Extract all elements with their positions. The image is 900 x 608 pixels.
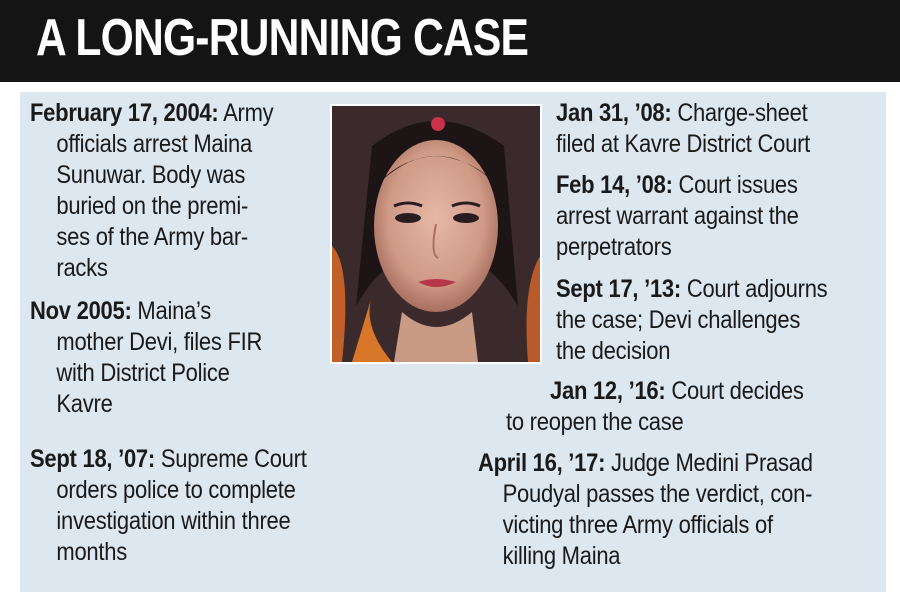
timeline-entry xyxy=(556,98,845,160)
portrait-photo xyxy=(330,104,542,364)
entry-text: buried on the premi- xyxy=(56,192,249,220)
entry-date: Nov 2005: xyxy=(30,297,132,325)
entry-text: investigation within three xyxy=(56,507,291,535)
entry-text: to reopen the case xyxy=(506,408,684,436)
entry-text: officials arrest Maina xyxy=(56,130,252,158)
entry-text: orders police to complete xyxy=(56,476,296,504)
entry-text: Court decides xyxy=(671,377,804,405)
timeline-entry xyxy=(30,296,294,420)
entry-text: Judge Medini Prasad xyxy=(611,449,813,477)
entry-text: Court issues xyxy=(678,171,798,199)
entry-text: Poudyal passes the verdict, con- xyxy=(502,480,813,508)
timeline-entry xyxy=(30,444,344,568)
entry-date: Jan 31, ’08: xyxy=(556,99,672,127)
entry-text: the case; Devi challenges xyxy=(556,306,801,334)
entry-text: Kavre xyxy=(56,390,113,418)
entry-date: February 17, 2004: xyxy=(30,99,219,127)
entry-text: Charge-sheet xyxy=(677,99,808,127)
entry-text: filed at Kavre District Court xyxy=(556,130,810,158)
entry-text: the decision xyxy=(556,337,671,365)
timeline-entry xyxy=(556,274,864,367)
entry-date: Jan 12, ’16: xyxy=(550,377,666,405)
entry-text: months xyxy=(56,538,127,566)
entry-text: mother Devi, files FIR xyxy=(56,328,263,356)
entry-date: Sept 17, ’13: xyxy=(556,275,681,303)
timeline-entry xyxy=(506,376,844,438)
entry-text: Court adjourns xyxy=(686,275,828,303)
entry-text: Army xyxy=(223,99,274,127)
timeline-entry xyxy=(478,448,858,572)
entry-text: Sunuwar. Body was xyxy=(56,161,246,189)
entry-text: arrest warrant against the xyxy=(556,202,799,230)
entry-text: Maina’s xyxy=(137,297,211,325)
entry-date: Feb 14, ’08: xyxy=(556,171,673,199)
entry-date: Sept 18, ’07: xyxy=(30,445,155,473)
entry-text: racks xyxy=(56,254,108,282)
entry-text: killing Maina xyxy=(502,542,621,570)
entry-text: Supreme Court xyxy=(160,445,307,473)
page-title: A LONG-RUNNING CASE xyxy=(36,9,529,67)
entry-text: ses of the Army bar- xyxy=(56,223,248,251)
entry-text: victing three Army officials of xyxy=(502,511,773,539)
entry-text: perpetrators xyxy=(556,233,672,261)
timeline-entry xyxy=(556,170,832,263)
entry-text: with District Police xyxy=(56,359,230,387)
entry-date: April 16, ’17: xyxy=(478,449,606,477)
header-bar xyxy=(0,0,900,86)
timeline-entry xyxy=(30,98,307,284)
